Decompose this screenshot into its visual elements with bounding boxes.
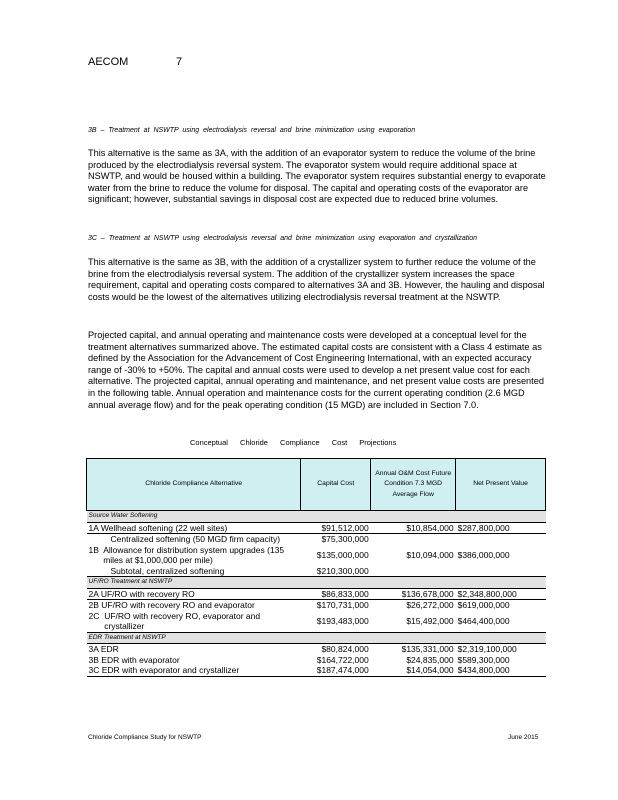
header-om: Annual O&M Cost Future Condition 7.3 MGD Average Flow xyxy=(371,459,456,511)
table-row: 1A Wellhead softening (22 well sites) $91,512,000 $10,854,000 $287,800,000 xyxy=(87,522,546,534)
group-edr-treatment: EDR Treatment at NSWTP xyxy=(87,632,546,644)
cost-table xyxy=(86,458,546,677)
footer-document-title: Chloride Compliance Study for NSWTP xyxy=(88,734,202,741)
group-source-water-softening: Source Water Softening xyxy=(87,511,546,523)
header-npv: Net Present Value xyxy=(456,459,546,511)
table-row: 2B UF/RO with recovery RO and evaporator $170,731,000 $26,272,000 $619,000,000 xyxy=(88,600,510,610)
table-row: 3C EDR with evaporator and crystallizer $187,474,000 $14,054,000 $434,800,000 xyxy=(87,665,546,676)
company-name: AECOM xyxy=(88,56,129,68)
table-row: 2A UF/RO with recovery RO $86,833,000 $136,678,000 $2,348,800,000 xyxy=(87,588,546,600)
section-3c-title: 3C – Treatment at NSWTP using electrodialysis reversal and brine minimization using evaporation and crystallization xyxy=(88,235,478,242)
table-row: 3A EDR $80,824,000 $135,331,000 $2,319,100,000 xyxy=(88,644,517,654)
table-row: 3B EDR with evaporator $164,722,000 $24,835,000 $589,300,000 xyxy=(88,654,510,665)
section-3b-title: 3B – Treatment at NSWTP using electrodialysis reversal and brine minimization using evaporation xyxy=(88,127,416,134)
projected-costs-paragraph: Projected capital, and annual operating and maintenance costs were developed at a conceptual level for the treatment alternatives summarized above. The estimated capital costs are consistent with a Class 4 estimate as defined by the Association for the Advancement of Cost Engineering International, with an expected accuracy range of -30% to +50%. The capital and annual costs were used to develop a net present value cost for each alternative. The projected capital, annual operating and maintenance, and net present value costs are presented in the following table. Annual operation and maintenance costs for the current operating condition (2.6 MGD annual average flow) and for the peak operating condition (15 MGD) are included in Section 7.0. xyxy=(88,330,544,410)
table-row: 1B Allowance for distribution system upgrades (135 miles at $1,000,000 per mile) $135,000,000 $10,094,000 $386,000,000 xyxy=(88,544,510,565)
section-3b-body: This alternative is the same as 3A, with the addition of an evaporator system to reduce the volume of the brine produced by the electrodialysis reversal system. The evaporator system would require additional space at NSWTP, and would be housed within a building. The evaporator system requires substantial energy to evaporate water from the brine to reduce the volume for disposal. The capital and operating costs of the evaporator are significant; however, substantial savings in disposal cost are expected due to reduced brine volumes. xyxy=(88,148,546,205)
table-row: Centralized softening (50 MGD firm capacity) $75,300,000 xyxy=(87,534,546,545)
page-number: 7 xyxy=(176,56,183,68)
table-title: Conceptual Chloride Compliance Cost Projections xyxy=(190,438,397,447)
table-row: Subtotal, centralized softening $210,300,000 xyxy=(87,566,546,577)
group-ufro-treatment: UF/RO Treatment at NSWTP xyxy=(87,577,546,589)
header-capital: Capital Cost xyxy=(301,459,371,511)
footer-date: June 2015 xyxy=(508,734,539,741)
header-alternative: Chloride Compliance Alternative xyxy=(87,459,301,511)
table-row: 2C UF/RO with recovery RO, evaporator and crystallizer $193,483,000 $15,492,000 $464,400,000 xyxy=(87,611,546,633)
section-3c-body: This alternative is the same as 3B, with the addition of a crystallizer system to further reduce the volume of the brine from the electrodialysis reversal system. The addition of the crystallizer system increases the space requirement, capital and operating costs compared to alternatives 3A and 3B. However, the hauling and disposal costs would be the lowest of the alternatives utilizing electrodialysis reversal treatment at the NSWTP. xyxy=(88,257,545,302)
